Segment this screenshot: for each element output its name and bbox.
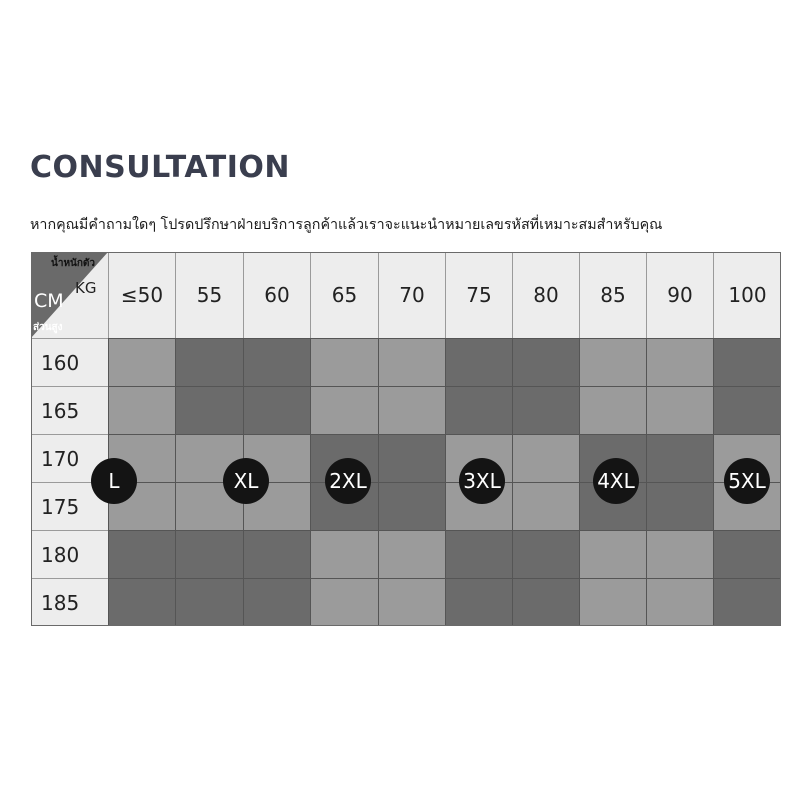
weight-column-header: 100 <box>713 252 781 338</box>
height-row-header: 185 <box>31 578 108 626</box>
weight-column-header: 80 <box>512 252 579 338</box>
size-chart-table <box>31 252 781 626</box>
size-cell <box>243 578 310 626</box>
height-row-header: 180 <box>31 530 108 578</box>
size-cell <box>512 338 579 386</box>
height-label: ส่วนสูง <box>33 322 63 333</box>
size-badge: XL <box>223 458 269 504</box>
size-cell <box>175 530 243 578</box>
size-cell <box>378 530 445 578</box>
page-subtitle: หากคุณมีคำถามใดๆ โปรดปรึกษาฝ่ายบริการลูกค้าแล้วเราจะแนะนำหมายเลขรหัสที่เหมาะสมสำหรับคุณ <box>30 217 663 233</box>
size-cell <box>175 338 243 386</box>
size-cell <box>646 338 713 386</box>
size-cell <box>579 578 646 626</box>
size-cell <box>310 386 378 434</box>
size-cell <box>713 338 781 386</box>
size-cell <box>108 530 175 578</box>
height-row-header: 160 <box>31 338 108 386</box>
weight-column-header: 55 <box>175 252 243 338</box>
size-cell <box>310 530 378 578</box>
size-cell <box>175 386 243 434</box>
size-badge: L <box>91 458 137 504</box>
page-title: CONSULTATION <box>30 150 291 185</box>
size-cell <box>378 434 445 482</box>
size-cell <box>646 386 713 434</box>
size-badge: 2XL <box>325 458 371 504</box>
size-cell <box>646 482 713 530</box>
size-cell <box>713 386 781 434</box>
size-cell <box>512 578 579 626</box>
weight-column-header: 90 <box>646 252 713 338</box>
size-badge: 4XL <box>593 458 639 504</box>
size-cell <box>512 434 579 482</box>
weight-unit-label: KG <box>75 279 97 297</box>
size-cell <box>512 482 579 530</box>
weight-column-header: 75 <box>445 252 512 338</box>
size-cell <box>445 530 512 578</box>
size-cell <box>646 434 713 482</box>
size-cell <box>579 530 646 578</box>
table-corner-header <box>31 252 108 338</box>
size-cell <box>713 530 781 578</box>
height-unit-label: CM <box>34 290 64 312</box>
size-cell <box>243 338 310 386</box>
weight-column-header: ≤50 <box>108 252 175 338</box>
size-cell <box>713 578 781 626</box>
height-row-header: 170 <box>31 434 108 482</box>
weight-column-header: 85 <box>579 252 646 338</box>
size-cell <box>579 386 646 434</box>
weight-column-header: 60 <box>243 252 310 338</box>
size-cell <box>378 386 445 434</box>
size-cell <box>108 386 175 434</box>
size-cell <box>646 530 713 578</box>
size-cell <box>378 578 445 626</box>
size-badge: 3XL <box>459 458 505 504</box>
size-cell <box>646 578 713 626</box>
size-cell <box>445 338 512 386</box>
size-cell <box>310 578 378 626</box>
size-cell <box>378 338 445 386</box>
size-badge: 5XL <box>724 458 770 504</box>
weight-column-header: 65 <box>310 252 378 338</box>
weight-column-header: 70 <box>378 252 445 338</box>
size-cell <box>445 578 512 626</box>
size-cell <box>108 338 175 386</box>
size-cell <box>243 530 310 578</box>
size-cell <box>512 530 579 578</box>
height-row-header: 165 <box>31 386 108 434</box>
size-cell <box>310 338 378 386</box>
size-cell <box>175 578 243 626</box>
weight-label: น้ำหนักตัว <box>51 258 96 269</box>
size-cell <box>378 482 445 530</box>
size-cell <box>108 578 175 626</box>
size-cell <box>512 386 579 434</box>
height-row-header: 175 <box>31 482 108 530</box>
size-cell <box>243 386 310 434</box>
size-cell <box>445 386 512 434</box>
size-cell <box>579 338 646 386</box>
